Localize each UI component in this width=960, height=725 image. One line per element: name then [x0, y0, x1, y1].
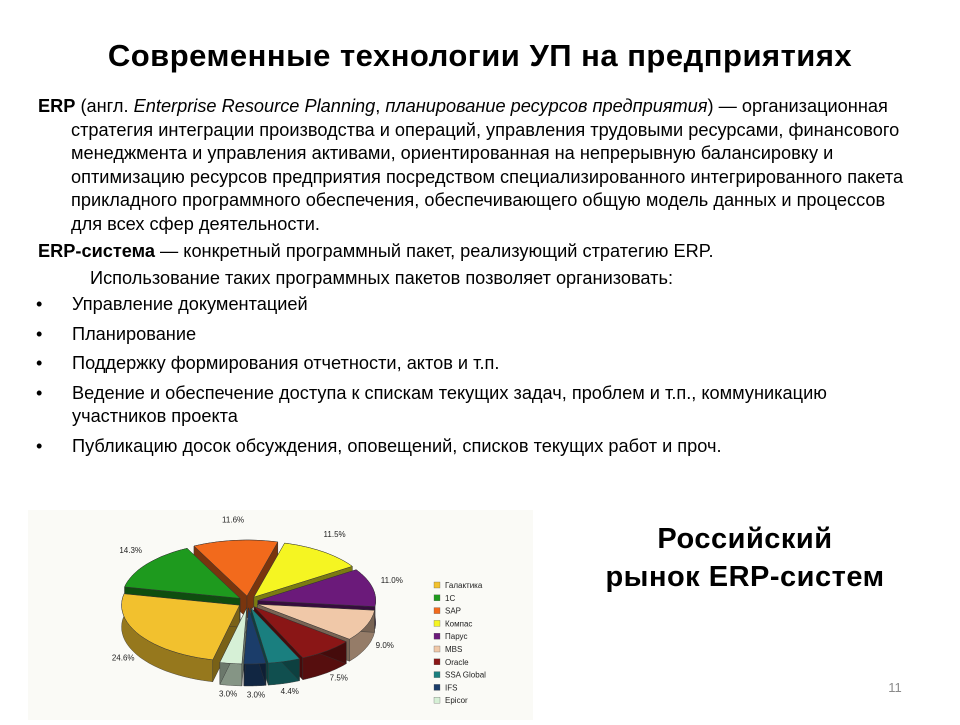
side-title-line1: Российский [657, 523, 833, 555]
erp-definition [38, 95, 918, 236]
bullet-list [38, 293, 918, 458]
legend-label: Парус [445, 632, 468, 642]
usage-intro: Использование таких программных пакетов позволяет организовать: [90, 267, 674, 288]
legend-label: SAP [445, 606, 462, 616]
pie-value-label: 14.3% [119, 546, 143, 556]
bullet-item [38, 382, 918, 429]
erp-open: (англ. [75, 96, 134, 116]
erp-russian: планирование ресурсов предприятия [385, 96, 708, 116]
legend-label: IFS [445, 683, 458, 693]
bullet-text: Публикацию досок обсуждения, оповещений, списков текущих работ и проч. [72, 435, 722, 456]
erp-system-definition [38, 240, 918, 264]
legend-label: Компас [445, 619, 473, 629]
legend-label: 1С [445, 593, 456, 603]
pie-value-label: 3.0% [246, 690, 266, 700]
legend-label: Epicor [445, 696, 468, 706]
bullet-text: Ведение и обеспечение доступа к спискам текущих задач, проблем и т.п., коммуникацию участников проекта [72, 382, 827, 426]
erp-term: ERP [38, 96, 76, 116]
bullet-item [38, 323, 918, 347]
pie-value-label: 24.6% [111, 653, 135, 663]
pie-chart-svg [28, 510, 533, 720]
bullet-icon: • [36, 323, 43, 344]
bullet-item [38, 435, 918, 459]
legend-swatch [434, 697, 440, 703]
erp-market-chart [28, 510, 533, 720]
pie-value-label: 7.5% [329, 673, 348, 683]
bullet-text: Управление документацией [72, 294, 308, 314]
legend-swatch [434, 672, 440, 678]
bullet-item [38, 352, 918, 376]
pie-value-label: 4.4% [280, 687, 299, 697]
bullet-icon: • [36, 435, 43, 456]
side-title [560, 520, 930, 596]
erp-system-term: ERP-система [38, 241, 155, 261]
legend-label: Oracle [445, 657, 469, 667]
erp-comma: , [375, 96, 386, 116]
bullet-icon: • [36, 294, 43, 314]
pie-value-label: 9.0% [375, 640, 394, 650]
bullet-text: Поддержку формирования отчетности, актов и т.п. [72, 353, 500, 373]
erp-english: Enterprise Resource Planning [133, 96, 376, 116]
legend-swatch [434, 659, 440, 665]
legend-swatch [434, 608, 440, 614]
legend-swatch [434, 582, 440, 588]
legend-swatch [434, 633, 440, 639]
bullet-item [38, 293, 918, 317]
bullet-icon: • [36, 353, 43, 373]
legend-swatch [434, 620, 440, 626]
slide-body [38, 95, 918, 464]
pie-value-label: 11.5% [323, 530, 346, 540]
pie-value-label: 3.0% [218, 689, 238, 699]
pie-value-label: 11.6% [222, 515, 245, 525]
bullet-text: Планирование [72, 323, 197, 344]
legend-swatch [434, 595, 440, 601]
pie-value-label: 11.0% [380, 576, 403, 586]
legend-label: Галактика [445, 581, 483, 590]
slide-title: Современные технологии УП на предприятиях [107, 38, 853, 73]
page-number: 11 [888, 680, 902, 695]
legend-swatch [434, 646, 440, 652]
erp-system-rest: — конкретный программный пакет, реализующий стратегию ERP. [154, 241, 714, 261]
bullet-icon: • [36, 382, 43, 403]
side-title-line2: рынок ERP-систем [605, 561, 885, 593]
legend-label: MBS [445, 645, 463, 654]
legend-label: SSA Global [445, 670, 486, 680]
legend-swatch [434, 684, 440, 690]
erp-definition-rest: ) — организационная стратегия интеграции производства и операций, управления трудовыми ресурсами, финансового менеджмента и управления активами, ориентированная на непрерывную балансировку и оптимизацию ресурсов предприятия посредством специализированного интегрированного пакета прикладного программного обеспечения, обеспечивающего общую модель данных и процессов для всех сфер деятельности. [71, 96, 904, 234]
